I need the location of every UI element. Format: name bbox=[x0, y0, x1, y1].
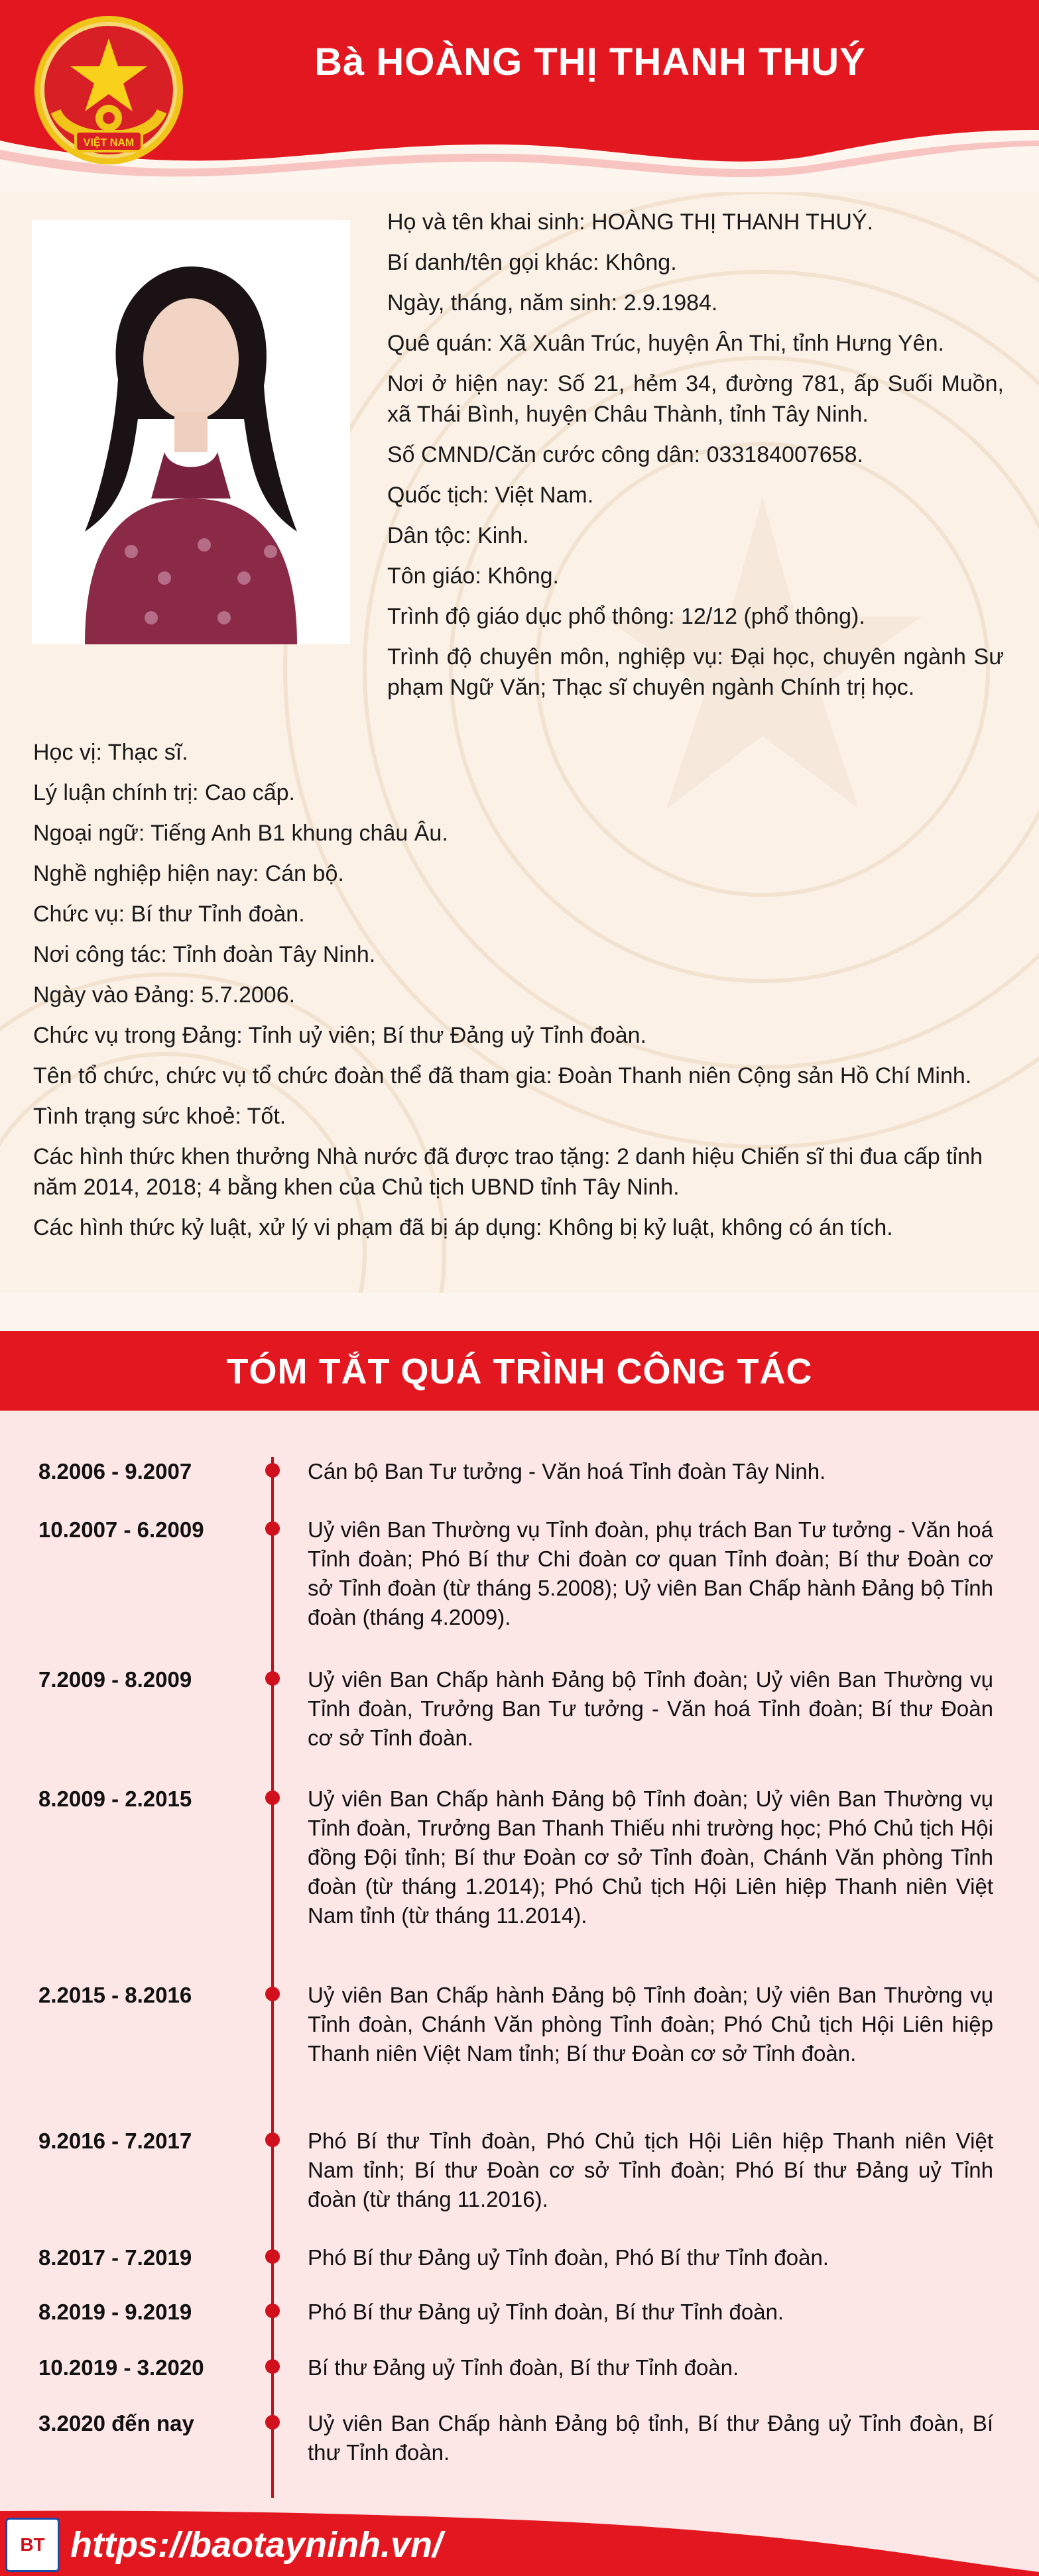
profile-row: Quốc tịch: Việt Nam. bbox=[387, 483, 594, 508]
timeline-text: Phó Bí thư Đảng uỷ Tỉnh đoàn, Bí thư Tỉnh đoàn. bbox=[308, 2300, 784, 2324]
profile-row: Số CMND/Căn cước công dân: 033184007658. bbox=[387, 442, 863, 467]
timeline-text: Phó Bí thư Đảng uỷ Tỉnh đoàn, Phó Bí thư Tỉnh đoàn. bbox=[308, 2245, 829, 2270]
website-link[interactable]: https://baotayninh.vn/ bbox=[70, 2525, 442, 2565]
footer bbox=[0, 2498, 1039, 2576]
profile-row: Lý luận chính trị: Cao cấp. bbox=[33, 780, 296, 805]
timeline-dot-icon bbox=[265, 1671, 280, 1686]
page-title: Bà HOÀNG THỊ THANH THUÝ bbox=[314, 40, 866, 84]
career-timeline bbox=[0, 1411, 1039, 2498]
profile-row: Tên tổ chức, chức vụ tổ chức đoàn thể đã tham gia: Đoàn Thanh niên Cộng sản Hồ Chí Minh. bbox=[33, 1063, 972, 1088]
profile-row: Quê quán: Xã Xuân Trúc, huyện Ân Thi, tỉnh Hưng Yên. bbox=[387, 331, 944, 356]
timeline-date: 9.2016 - 7.2017 bbox=[38, 2129, 192, 2153]
timeline-text: Uỷ viên Ban Chấp hành Đảng bộ tỉnh, Bí thư Đảng uỷ Tỉnh đoàn, Bí thư Tỉnh đoàn. bbox=[308, 2411, 993, 2465]
profile-details-bottom bbox=[33, 737, 1008, 1253]
section-title: TÓM TẮT QUÁ TRÌNH CÔNG TÁC bbox=[226, 1352, 813, 1391]
timeline-date: 3.2020 đến nay bbox=[38, 2411, 194, 2435]
profile-row: Ngoại ngữ: Tiếng Anh B1 khung châu Âu. bbox=[33, 821, 448, 846]
timeline-date: 10.2007 - 6.2009 bbox=[38, 1517, 204, 1542]
timeline-text: Cán bộ Ban Tư tưởng - Văn hoá Tỉnh đoàn Tây Ninh. bbox=[308, 1459, 826, 1484]
timeline-dot-icon bbox=[265, 1521, 280, 1536]
portrait-photo bbox=[32, 220, 350, 644]
timeline-date: 8.2019 - 9.2019 bbox=[38, 2300, 192, 2324]
profile-row: Nơi công tác: Tỉnh đoàn Tây Ninh. bbox=[33, 942, 376, 967]
timeline-text: Bí thư Đảng uỷ Tỉnh đoàn, Bí thư Tỉnh đoàn. bbox=[308, 2355, 739, 2380]
logo-text: BT bbox=[20, 2534, 45, 2555]
timeline-date: 10.2019 - 3.2020 bbox=[38, 2355, 204, 2380]
baotayninh-logo-icon bbox=[5, 2518, 60, 2572]
timeline-text: Phó Bí thư Tỉnh đoàn, Phó Chủ tịch Hội Liên hiệp Thanh niên Việt Nam tỉnh; Bí thư Đoàn cơ sở Tỉnh đoàn; Phó Bí thư Đảng uỷ Tỉnh đoàn (từ tháng 11.2016). bbox=[308, 2129, 993, 2211]
timeline-date: 8.2009 - 2.2015 bbox=[38, 1786, 192, 1811]
profile-row: Tình trạng sức khoẻ: Tốt. bbox=[33, 1104, 286, 1129]
profile-row: Các hình thức khen thưởng Nhà nước đã được trao tặng: 2 danh hiệu Chiến sĩ thi đua cấp tỉnh năm 2014, 2018; 4 bằng khen của Chủ tịch UBND tỉnh Tây Ninh. bbox=[33, 1144, 983, 1200]
timeline-dot-icon bbox=[265, 1463, 280, 1478]
profile-row: Chức vụ trong Đảng: Tỉnh uỷ viên; Bí thư Đảng uỷ Tỉnh đoàn. bbox=[33, 1023, 647, 1048]
profile-row: Nghề nghiệp hiện nay: Cán bộ. bbox=[33, 861, 344, 886]
profile-row: Học vị: Thạc sĩ. bbox=[33, 740, 188, 765]
profile-row: Trình độ giáo dục phổ thông: 12/12 (phổ thông). bbox=[387, 604, 865, 629]
timeline-text: Uỷ viên Ban Chấp hành Đảng bộ Tỉnh đoàn; Uỷ viên Ban Thường vụ Tỉnh đoàn, Trưởng Ban Thanh Thiếu nhi trường học; Phó Chủ tịch Hội đồng Đội tỉnh; Bí thư Đoàn cơ sở Tỉnh đoàn, Chánh Văn phòng Tỉnh đoàn (từ tháng 1.2014); Phó Chủ tịch Hội Liên hiệp Thanh niên Việt Nam tỉnh (từ tháng 11.2014). bbox=[308, 1786, 993, 1928]
profile-row: Họ và tên khai sinh: HOÀNG THỊ THANH THUÝ. bbox=[387, 209, 874, 235]
timeline-dot-icon bbox=[265, 1790, 280, 1805]
profile-row: Tôn giáo: Không. bbox=[387, 563, 559, 589]
national-emblem-icon bbox=[29, 12, 188, 174]
timeline-dot-icon bbox=[265, 2304, 280, 2318]
timeline-dot-icon bbox=[265, 2133, 280, 2147]
timeline-text: Uỷ viên Ban Chấp hành Đảng bộ Tỉnh đoàn; Uỷ viên Ban Thường vụ Tỉnh đoàn, Trưởng Ban Tư tưởng - Văn hoá Tỉnh đoàn; Bí thư Đoàn cơ sở Tỉnh đoàn. bbox=[308, 1667, 993, 1750]
timeline-date: 8.2017 - 7.2019 bbox=[38, 2245, 192, 2270]
profile-row: Chức vụ: Bí thư Tỉnh đoàn. bbox=[33, 902, 305, 927]
emblem-text: VIỆT NAM bbox=[83, 137, 135, 148]
profile-section bbox=[0, 192, 1039, 1293]
timeline-date: 2.2015 - 8.2016 bbox=[38, 1983, 192, 2007]
section-banner bbox=[0, 1331, 1039, 1411]
profile-row: Ngày, tháng, năm sinh: 2.9.1984. bbox=[387, 290, 718, 316]
profile-row: Nơi ở hiện nay: Số 21, hẻm 34, đường 781, ấp Suối Muồn, xã Thái Bình, huyện Châu Thành, tỉnh Tây Ninh. bbox=[387, 371, 1004, 427]
timeline-dot-icon bbox=[265, 2249, 280, 2264]
timeline-date: 8.2006 - 9.2007 bbox=[38, 1459, 192, 1484]
profile-row: Trình độ chuyên môn, nghiệp vụ: Đại học, chuyên ngành Sư phạm Ngữ Văn; Thạc sĩ chuyên ngành Chính trị học. bbox=[387, 644, 1004, 700]
timeline-dot-icon bbox=[265, 1987, 280, 2001]
timeline-dot-icon bbox=[265, 2359, 280, 2374]
timeline-text: Uỷ viên Ban Thường vụ Tỉnh đoàn, phụ trách Ban Tư tưởng - Văn hoá Tỉnh đoàn; Phó Bí thư Chi đoàn cơ quan Tỉnh đoàn; Bí thư Đoàn cơ sở Tỉnh đoàn (từ tháng 5.2008); Uỷ viên Ban Chấp hành Đảng bộ Tỉnh đoàn (tháng 4.2009). bbox=[308, 1517, 993, 1629]
timeline-dot-icon bbox=[265, 2415, 280, 2430]
profile-row: Ngày vào Đảng: 5.7.2006. bbox=[33, 982, 296, 1008]
profile-row: Dân tộc: Kinh. bbox=[387, 523, 529, 548]
timeline-date: 7.2009 - 8.2009 bbox=[38, 1667, 192, 1692]
profile-row: Bí danh/tên gọi khác: Không. bbox=[387, 250, 677, 275]
profile-row: Các hình thức kỷ luật, xử lý vi phạm đã bị áp dụng: Không bị kỷ luật, không có án tích. bbox=[33, 1215, 893, 1240]
timeline-text: Uỷ viên Ban Chấp hành Đảng bộ Tỉnh đoàn; Uỷ viên Ban Thường vụ Tỉnh đoàn, Chánh Văn phòng Tỉnh đoàn; Phó Chủ tịch Hội Liên hiệp Thanh niên Việt Nam tỉnh; Bí thư Đoàn cơ sở Tỉnh đoàn. bbox=[308, 1983, 993, 2066]
header bbox=[0, 0, 1039, 192]
profile-details-top bbox=[387, 207, 1004, 713]
